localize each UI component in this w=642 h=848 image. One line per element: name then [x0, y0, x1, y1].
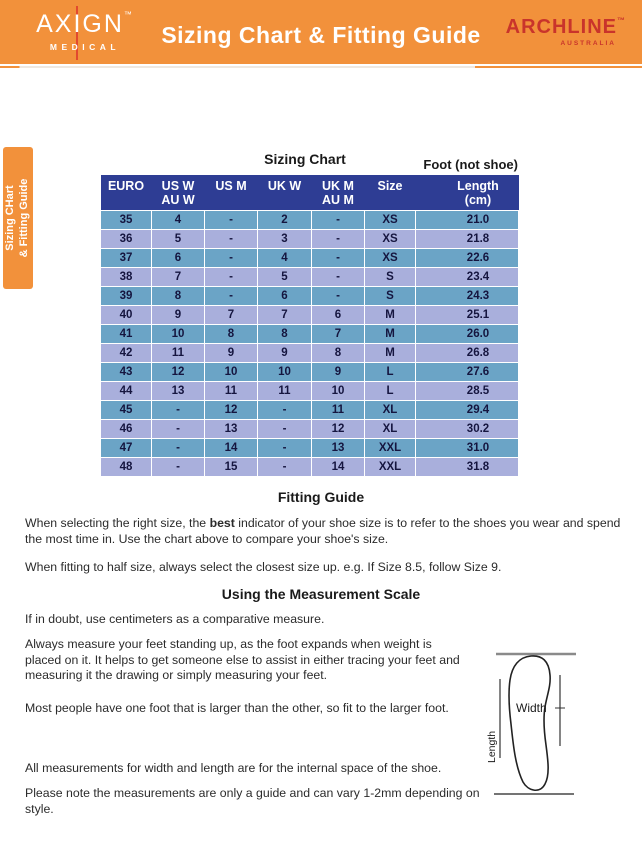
axign-logo-name: [30, 10, 140, 39]
table-cell: -: [312, 268, 365, 287]
axign-logo-subtitle: MEDICAL: [49, 42, 121, 52]
table-cell: 41: [101, 325, 152, 344]
table-cell: -: [312, 249, 365, 268]
table-row: [101, 344, 519, 363]
table-cell: S: [365, 268, 416, 287]
table-cell: -: [258, 458, 312, 477]
table-cell: 10: [205, 363, 258, 382]
table-cell: 13: [312, 439, 365, 458]
table-cell: 8: [258, 325, 312, 344]
table-cell: 22.6: [416, 249, 519, 268]
fitting-guide-heading: Fitting Guide: [277, 489, 365, 505]
table-cell: -: [258, 439, 312, 458]
table-cell: 5: [258, 268, 312, 287]
measurement-paragraph-5: Please note the measurements are only a guide and can vary 1-2mm depending on style.: [25, 786, 480, 816]
table-row: [101, 420, 519, 439]
table-cell: -: [205, 230, 258, 249]
foot-outline-illustration: [486, 645, 588, 801]
table-cell: XL: [365, 420, 416, 439]
table-cell: 5: [152, 230, 205, 249]
table-cell: XS: [365, 230, 416, 249]
column-header: EURO: [101, 175, 152, 211]
archline-logo: [506, 16, 626, 47]
table-row: [101, 249, 519, 268]
table-cell: 42: [101, 344, 152, 363]
table-row: [101, 306, 519, 325]
measurement-paragraph-1: If in doubt, use centimeters as a comparative measure.: [25, 612, 325, 626]
table-cell: 31.0: [416, 439, 519, 458]
table-cell: 25.1: [416, 306, 519, 325]
table-cell: -: [312, 211, 365, 230]
table-cell: 21.0: [416, 211, 519, 230]
table-cell: -: [205, 249, 258, 268]
paragraph-bold-word: best: [209, 516, 235, 530]
table-cell: 7: [258, 306, 312, 325]
table-cell: 45: [101, 401, 152, 420]
measurement-scale-heading: Using the Measurement Scale: [221, 586, 421, 602]
fitting-guide-paragraph-1: [25, 516, 623, 547]
table-cell: 4: [258, 249, 312, 268]
table-cell: XS: [365, 249, 416, 268]
table-cell: L: [365, 363, 416, 382]
table-cell: -: [205, 268, 258, 287]
table-cell: 30.2: [416, 420, 519, 439]
table-cell: 8: [312, 344, 365, 363]
table-row: [101, 458, 519, 477]
foot-outline: [509, 656, 550, 790]
table-cell: -: [205, 211, 258, 230]
table-cell: 9: [152, 306, 205, 325]
width-label: Width: [516, 701, 547, 715]
table-row: [101, 382, 519, 401]
sizing-chart-heading: Sizing Chart: [264, 151, 346, 167]
table-cell: 28.5: [416, 382, 519, 401]
side-tab-line1: Sizing CHart: [4, 185, 16, 251]
table-cell: 37: [101, 249, 152, 268]
table-cell: M: [365, 325, 416, 344]
table-cell: 29.4: [416, 401, 519, 420]
table-row: [101, 211, 519, 230]
table-cell: 14: [205, 439, 258, 458]
table-row: [101, 287, 519, 306]
table-cell: 44: [101, 382, 152, 401]
fitting-guide-paragraph-2: When fitting to half size, always select the closest size up. e.g. If Size 8.5, follow Size 9.: [25, 560, 502, 574]
measurement-paragraph-4: All measurements for width and length are for the internal space of the shoe.: [25, 761, 442, 775]
table-cell: -: [205, 287, 258, 306]
table-cell: 7: [312, 325, 365, 344]
table-cell: 8: [205, 325, 258, 344]
side-tab-line2: & Fitting Guide: [18, 178, 30, 258]
table-cell: 11: [258, 382, 312, 401]
table-row: [101, 268, 519, 287]
axign-logo: [30, 10, 140, 52]
table-cell: 4: [152, 211, 205, 230]
table-cell: 14: [312, 458, 365, 477]
table-cell: 38: [101, 268, 152, 287]
table-cell: XL: [365, 401, 416, 420]
table-cell: -: [312, 287, 365, 306]
table-row: [101, 439, 519, 458]
table-cell: M: [365, 344, 416, 363]
table-cell: 12: [152, 363, 205, 382]
column-header: UK W: [258, 175, 312, 211]
table-cell: -: [258, 420, 312, 439]
table-cell: 12: [312, 420, 365, 439]
table-cell: 7: [152, 268, 205, 287]
paragraph-text: indicator of your shoe size is to refer to the shoes you wear and spend the most time in. Use the chart above to compare your shoe's size.: [25, 516, 621, 546]
table-cell: M: [365, 306, 416, 325]
table-cell: 6: [312, 306, 365, 325]
table-cell: 47: [101, 439, 152, 458]
table-cell: 9: [258, 344, 312, 363]
archline-logo-name: [506, 16, 626, 39]
foot-not-shoe-label: Foot (not shoe): [423, 157, 518, 172]
length-label: Length: [486, 730, 498, 763]
table-cell: 48: [101, 458, 152, 477]
table-cell: 10: [152, 325, 205, 344]
table-row: [101, 325, 519, 344]
column-header: Length (cm): [416, 175, 519, 211]
table-cell: XXL: [365, 439, 416, 458]
table-cell: 11: [205, 382, 258, 401]
column-header: US W AU W: [152, 175, 205, 211]
table-cell: -: [258, 401, 312, 420]
archline-logo-subtitle: AUSTRALIA: [560, 40, 616, 47]
table-cell: 15: [205, 458, 258, 477]
table-header: [101, 175, 519, 211]
table-cell: 6: [152, 249, 205, 268]
table-cell: 27.6: [416, 363, 519, 382]
table-cell: -: [152, 458, 205, 477]
table-cell: XS: [365, 211, 416, 230]
table-cell: 26.0: [416, 325, 519, 344]
table-cell: L: [365, 382, 416, 401]
table-cell: 2: [258, 211, 312, 230]
archline-logo-text: ARCHLINE: [505, 16, 617, 38]
table-cell: 46: [101, 420, 152, 439]
sizing-chart-table: [100, 175, 519, 477]
table-cell: 6: [258, 287, 312, 306]
table-cell: 21.8: [416, 230, 519, 249]
table-cell: 24.3: [416, 287, 519, 306]
table-cell: -: [152, 420, 205, 439]
column-header: Size: [365, 175, 416, 211]
table-cell: 13: [152, 382, 205, 401]
axign-logo-text: AXIGN: [36, 10, 124, 38]
table-cell: 13: [205, 420, 258, 439]
table-cell: S: [365, 287, 416, 306]
table-cell: 10: [312, 382, 365, 401]
table-cell: 9: [205, 344, 258, 363]
table-cell: 12: [205, 401, 258, 420]
banner-divider: [0, 66, 642, 68]
table-row: [101, 401, 519, 420]
page-title: Sizing Chart & Fitting Guide: [161, 22, 481, 48]
table-cell: 43: [101, 363, 152, 382]
table-row: [101, 230, 519, 249]
table-cell: -: [152, 401, 205, 420]
table-cell: XXL: [365, 458, 416, 477]
table-cell: 31.8: [416, 458, 519, 477]
table-cell: 23.4: [416, 268, 519, 287]
table-cell: -: [312, 230, 365, 249]
table-cell: 11: [152, 344, 205, 363]
table-cell: 3: [258, 230, 312, 249]
archline-trademark: ™: [617, 16, 626, 25]
table-cell: 36: [101, 230, 152, 249]
column-header: UK M AU M: [312, 175, 365, 211]
table-cell: 39: [101, 287, 152, 306]
table-cell: 26.8: [416, 344, 519, 363]
table-cell: 40: [101, 306, 152, 325]
header-banner: [0, 0, 642, 64]
table-cell: 35: [101, 211, 152, 230]
axign-trademark: ™: [123, 10, 134, 19]
measurement-paragraph-3: Most people have one foot that is larger than the other, so fit to the larger foot.: [25, 701, 449, 715]
table-cell: 7: [205, 306, 258, 325]
table-row: [101, 363, 519, 382]
table-cell: -: [152, 439, 205, 458]
side-tab-sizing-chart: [3, 147, 33, 289]
table-cell: 11: [312, 401, 365, 420]
side-tab-label: [3, 147, 33, 289]
measurement-paragraph-2: Always measure your feet standing up, as the foot expands when weight is placed on it. It helps to get someone else to assist in either tracing your feet and measuring it the drawing or simply measuring your feet.: [25, 637, 460, 682]
table-cell: 10: [258, 363, 312, 382]
table-cell: 9: [312, 363, 365, 382]
paragraph-text: When selecting the right size, the: [25, 516, 210, 530]
foot-diagram: [486, 645, 588, 806]
column-header: US M: [205, 175, 258, 211]
table-cell: 8: [152, 287, 205, 306]
